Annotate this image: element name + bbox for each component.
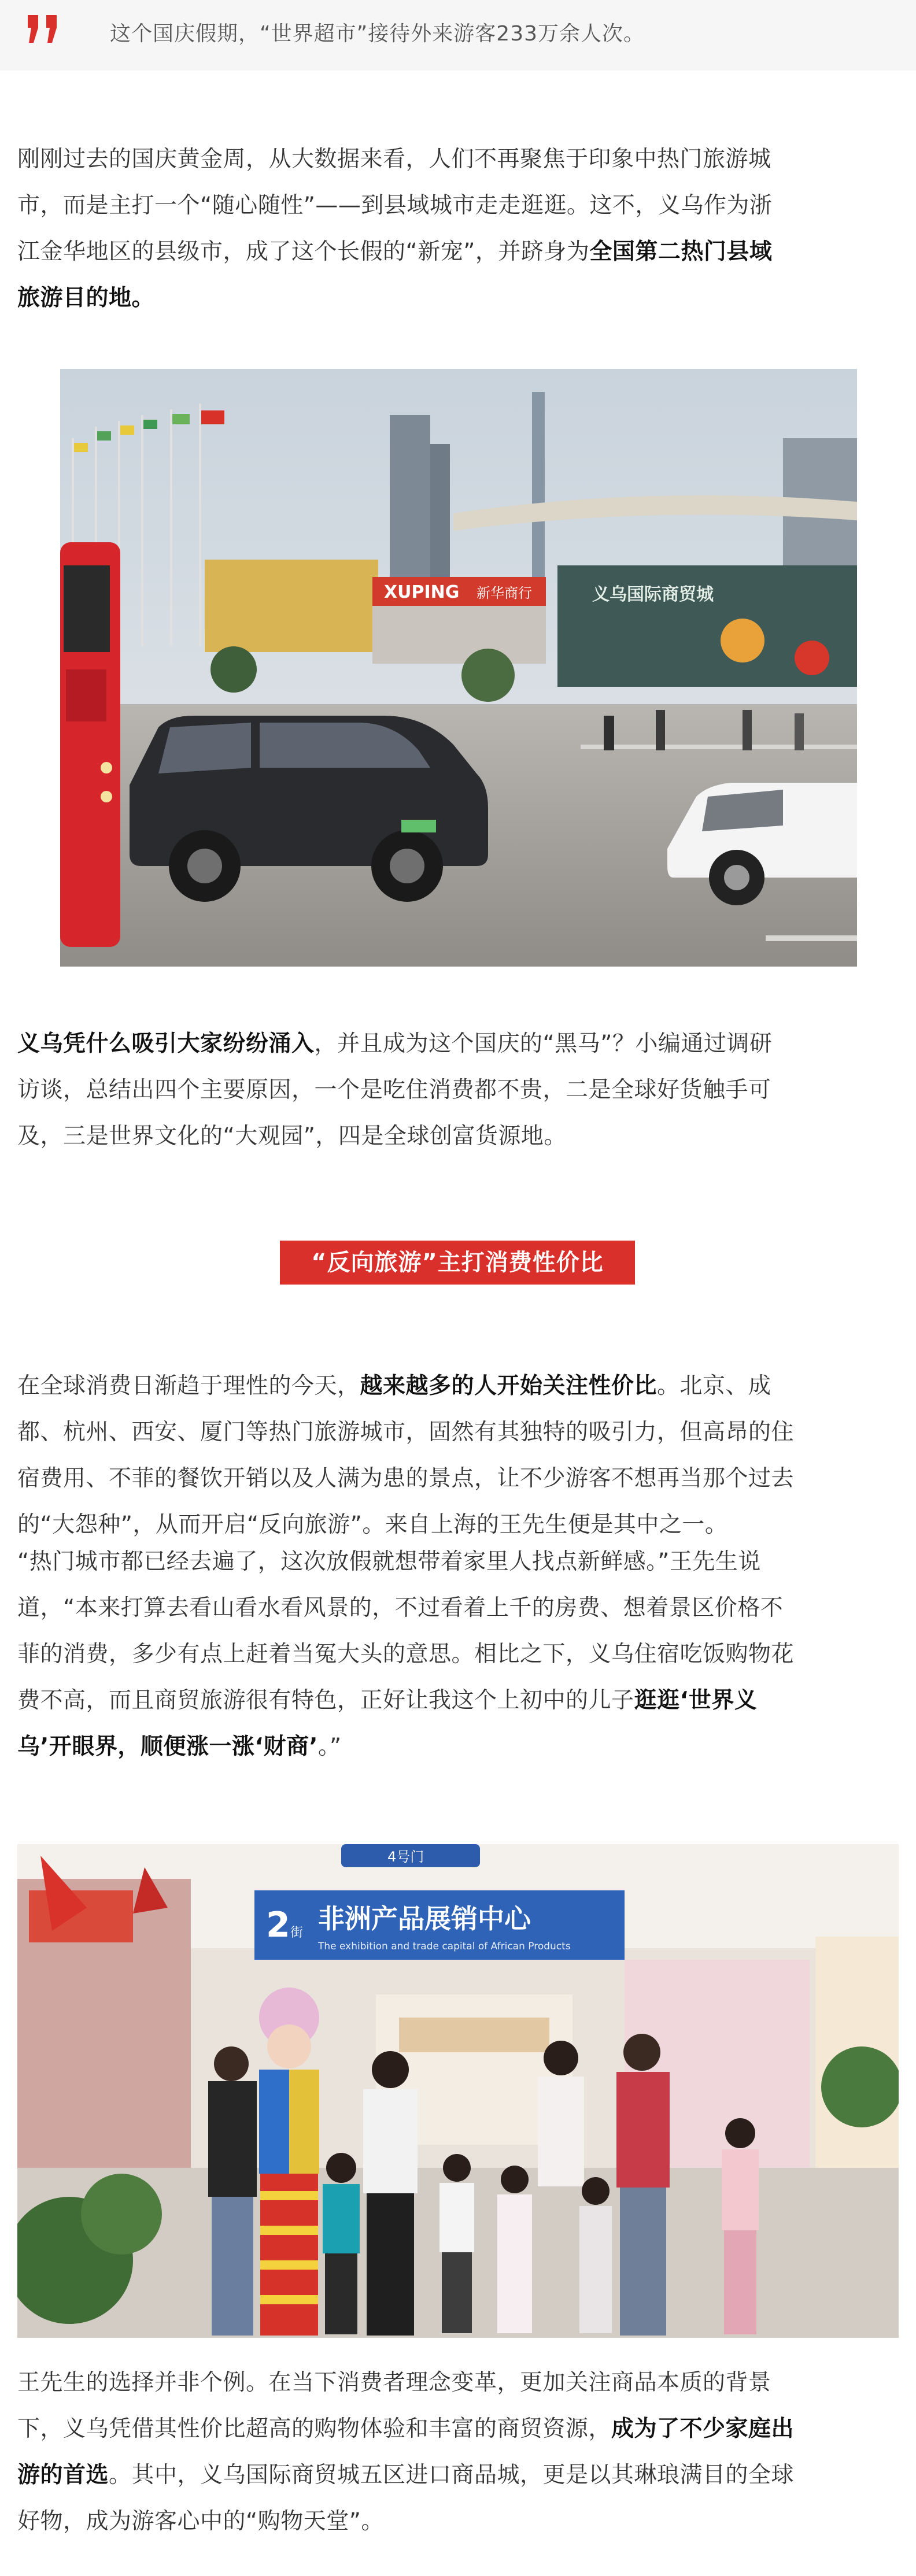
text-span: 及，三是世界文化的“大观园”，四是全球创富货源地。: [17, 1123, 567, 1149]
bold-span: 乌’开眼界，顺便涨一涨‘财商’: [17, 1734, 318, 1760]
text-span: 王先生的选择并非个例。在当下消费者理念变革，更加关注商品本质的背景: [17, 2370, 771, 2396]
store-sign-cn: 新华商行: [477, 585, 532, 601]
bold-span: 成为了不少家庭出: [611, 2416, 795, 2442]
bold-span: 旅游目的地。: [17, 285, 155, 311]
text-span: 刚刚过去的国庆黄金周，从大数据来看，人们不再聚焦于印象中热门旅游城: [17, 146, 771, 172]
quote-mark-icon: [25, 13, 62, 47]
paragraph-line: [17, 2452, 899, 2499]
bold-span: 逛逛‘世界义: [634, 1687, 758, 1713]
bold-span: 越来越多的人开始关注性价比: [360, 1373, 658, 1399]
paragraph-4: [17, 1539, 899, 1770]
text-span: 在全球消费日渐趋于理性的今天，: [17, 1373, 360, 1399]
text-span: 好物，成为游客心中的“购物天堂”。: [17, 2508, 384, 2534]
text-span: 。”: [317, 1734, 342, 1760]
text-span: 市，而是主打一个“随心随性”——到县域城市走走逛逛。这不，义乌作为浙: [17, 193, 773, 219]
bold-span: 全国第二热门县域: [589, 239, 773, 265]
paragraph-line: [17, 2406, 899, 2452]
paragraph-line: [17, 1363, 899, 1409]
bold-span: 游的首选: [17, 2462, 109, 2488]
banner-number: 2: [266, 1905, 290, 1945]
paragraph-line: [17, 1067, 899, 1113]
paragraph-3: [17, 1363, 899, 1548]
text-span: 的“大怨种”，从而开启“反向旅游”。来自上海的王先生便是其中之一。: [17, 1512, 728, 1538]
text-span: 下，义乌凭借其性价比超高的购物体验和丰富的商贸资源，: [17, 2416, 612, 2442]
paragraph-2: [17, 1021, 899, 1160]
text-span: 江金华地区的县级市，成了这个长假的“新宠”，并跻身为: [17, 239, 590, 265]
mall-interior-photo: [17, 1844, 899, 2338]
paragraph-line: [17, 2499, 899, 2545]
paragraph-line: [17, 275, 899, 321]
paragraph-1: [17, 136, 899, 321]
banner-subtitle: The exhibition and trade capital of African Products: [318, 1941, 571, 1952]
text-span: 访谈，总结出四个主要原因，一个是吃住消费都不贵，二是全球好货触手可: [17, 1077, 771, 1103]
intro-quote-text: 这个国庆假期，“世界超市”接待外来游客233万余人次。: [110, 22, 645, 46]
market-sign: 义乌国际商贸城: [592, 584, 714, 605]
bold-span: 义乌凭什么吸引大家纷纷涌入: [17, 1031, 315, 1057]
paragraph-line: [17, 1456, 899, 1502]
section-title: “反向旅游”主打消费性价比: [280, 1241, 635, 1285]
intro-quote-block: [0, 0, 916, 71]
paragraph-line: [17, 229, 899, 275]
text-span: 都、杭州、西安、厦门等热门旅游城市，固然有其独特的吸引力，但高昂的住: [17, 1419, 795, 1445]
banner-unit: 街: [290, 1926, 304, 1940]
paragraph-line: [17, 2360, 899, 2406]
banner-title: 非洲产品展销中心: [318, 1903, 531, 1934]
paragraph-line: [17, 1409, 899, 1456]
paragraph-line: [17, 1113, 899, 1160]
paragraph-line: [17, 1021, 899, 1067]
paragraph-line: [17, 136, 899, 183]
text-span: 宿费用、不菲的餐饮开销以及人满为患的景点，让不少游客不想再当那个过去: [17, 1465, 795, 1491]
paragraph-line: [17, 1631, 899, 1678]
text-span: ，并且成为这个国庆的“黑马”？小编通过调研: [314, 1031, 773, 1057]
paragraph-line: [17, 1678, 899, 1724]
paragraph-line: [17, 1724, 899, 1770]
text-span: 道，“本来打算去看山看水看风景的，不过看着上千的房费、想着景区价格不: [17, 1595, 784, 1621]
text-span: 费不高，而且商贸旅游很有特色，正好让我这个上初中的儿子: [17, 1687, 634, 1713]
paragraph-5: [17, 2360, 899, 2545]
street-scene-photo: [60, 369, 857, 967]
text-span: 。其中，义乌国际商贸城五区进口商品城，更是以其琳琅满目的全球: [109, 2462, 795, 2488]
text-span: 菲的消费，多少有点上赶着当冤大头的意思。相比之下，义乌住宿吃饭购物花: [17, 1641, 795, 1667]
paragraph-line: [17, 1585, 899, 1631]
paragraph-line: [17, 1539, 899, 1585]
text-span: “热门城市都已经去遍了，这次放假就想带着家里人找点新鲜感。”王先生说: [17, 1549, 761, 1575]
paragraph-line: [17, 183, 899, 229]
xuping-sign: XUPING: [384, 582, 460, 602]
text-span: 。北京、成: [657, 1373, 771, 1399]
floor-badge: 4号门: [387, 1849, 424, 1865]
